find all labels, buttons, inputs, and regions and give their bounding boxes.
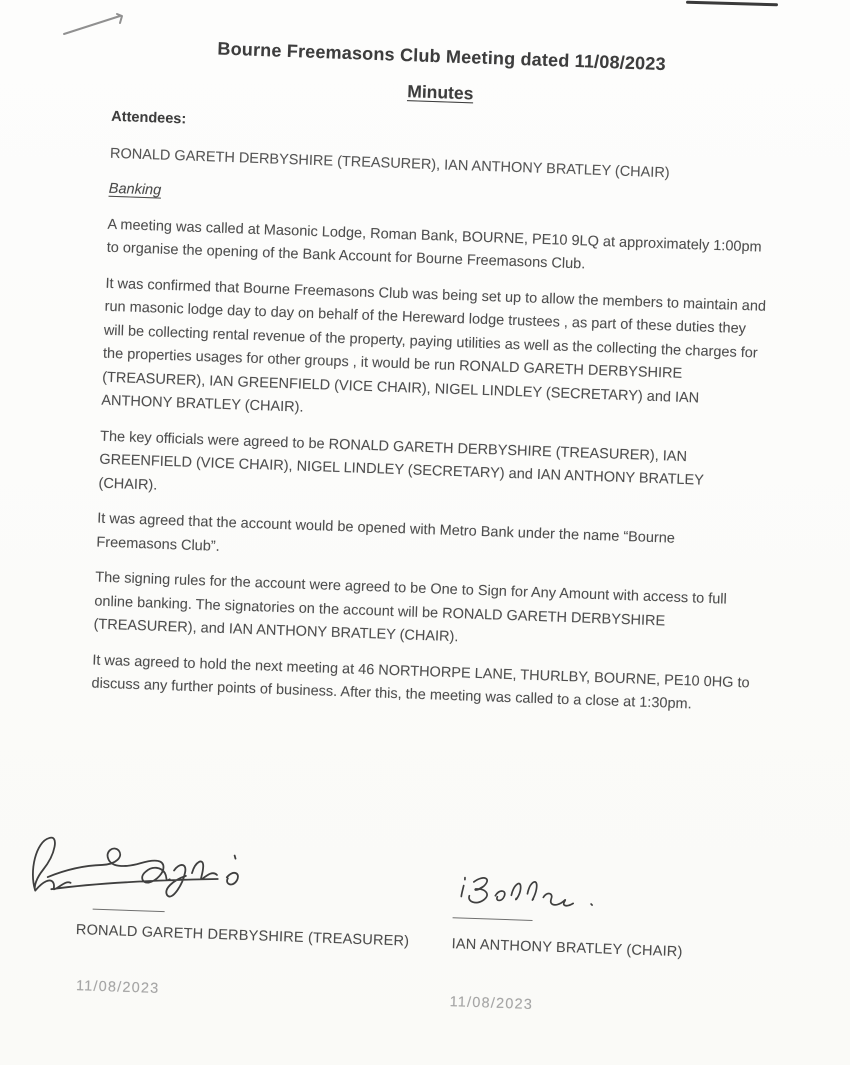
signatory-name-treasurer: RONALD GARETH DERBYSHIRE (TREASURER) xyxy=(75,922,410,950)
paragraph-club-purpose: It was confirmed that Bourne Freemasons Club was being set up to allow the members to maintain and run masonic lodge day to day on behalf of the Hereward lodge trustees , as part of these duties they will be collecting rental revenue of the property, paying utilities as well as the collecting the charges for the properties usages for other groups , it would be run RONALD GARETH DERBYSHIRE (TREASURER), IAN GREENFIELD (VICE CHAIR), NIGEL LINDLEY (SECRETARY) and IAN ANTHONY BRATLEY (CHAIR). xyxy=(101,275,767,416)
signature-date-treasurer: 11/08/2023 xyxy=(75,978,160,998)
signature-block-chair xyxy=(449,865,814,1022)
paragraph-signing-rules: The signing rules for the account were agreed to be One to Sign for Any Amount with access to full online banking. The signatories on the account will be RONALD GARETH DERBYSHIRE (TREASURER), and IAN ANTHONY BRATLEY (CHAIR). xyxy=(93,569,728,646)
scan-artifact-line xyxy=(686,1,778,7)
paragraph-next-meeting: It was agreed to hold the next meeting at 46 NORTHORPE LANE, THURLBY, BOURNE, PE10 0HG to discuss any further points of business. After this, the meeting was called to a close at 1:30pm. xyxy=(91,651,750,713)
paragraph-key-officials: The key officials were agreed to be RONALD GARETH DERBYSHIRE (TREASURER), IAN GREENFIELD (VICE CHAIR), NIGEL LINDLEY (SECRETARY) and IAN ANTHONY BRATLEY (CHAIR). xyxy=(98,428,704,494)
signature-underline xyxy=(453,917,533,921)
paragraph-metro-bank: It was agreed that the account would be opened with Metro Bank under the name “Bourne Freemasons Club”. xyxy=(96,510,676,555)
signature-block-treasurer xyxy=(18,826,444,1007)
section-heading-banking: Banking xyxy=(108,180,162,199)
signature-underline xyxy=(93,909,165,913)
document-title: Bourne Freemasons Club Meeting dated 11/08/2023 xyxy=(217,38,667,75)
paragraph-meeting-called: A meeting was called at Masonic Lodge, Roman Bank, BOURNE, PE10 9LQ at approximately 1:00pm to organise the opening of the Bank Account for Bourne Freemasons Club. xyxy=(106,216,762,273)
signature-date-chair: 11/08/2023 xyxy=(449,994,534,1014)
minutes-body xyxy=(91,106,773,719)
document-subtitle: Minutes xyxy=(406,81,474,104)
attendees-label: Attendees: xyxy=(111,108,187,128)
signature-derbyshire-handwriting xyxy=(21,826,252,912)
signatory-name-chair: IAN ANTHONY BRATLEY (CHAIR) xyxy=(451,936,683,961)
attendees-line: RONALD GARETH DERBYSHIRE (TREASURER), IAN ANTHONY BRATLEY (CHAIR) xyxy=(109,145,670,181)
signature-bratley-handwriting xyxy=(453,865,605,920)
